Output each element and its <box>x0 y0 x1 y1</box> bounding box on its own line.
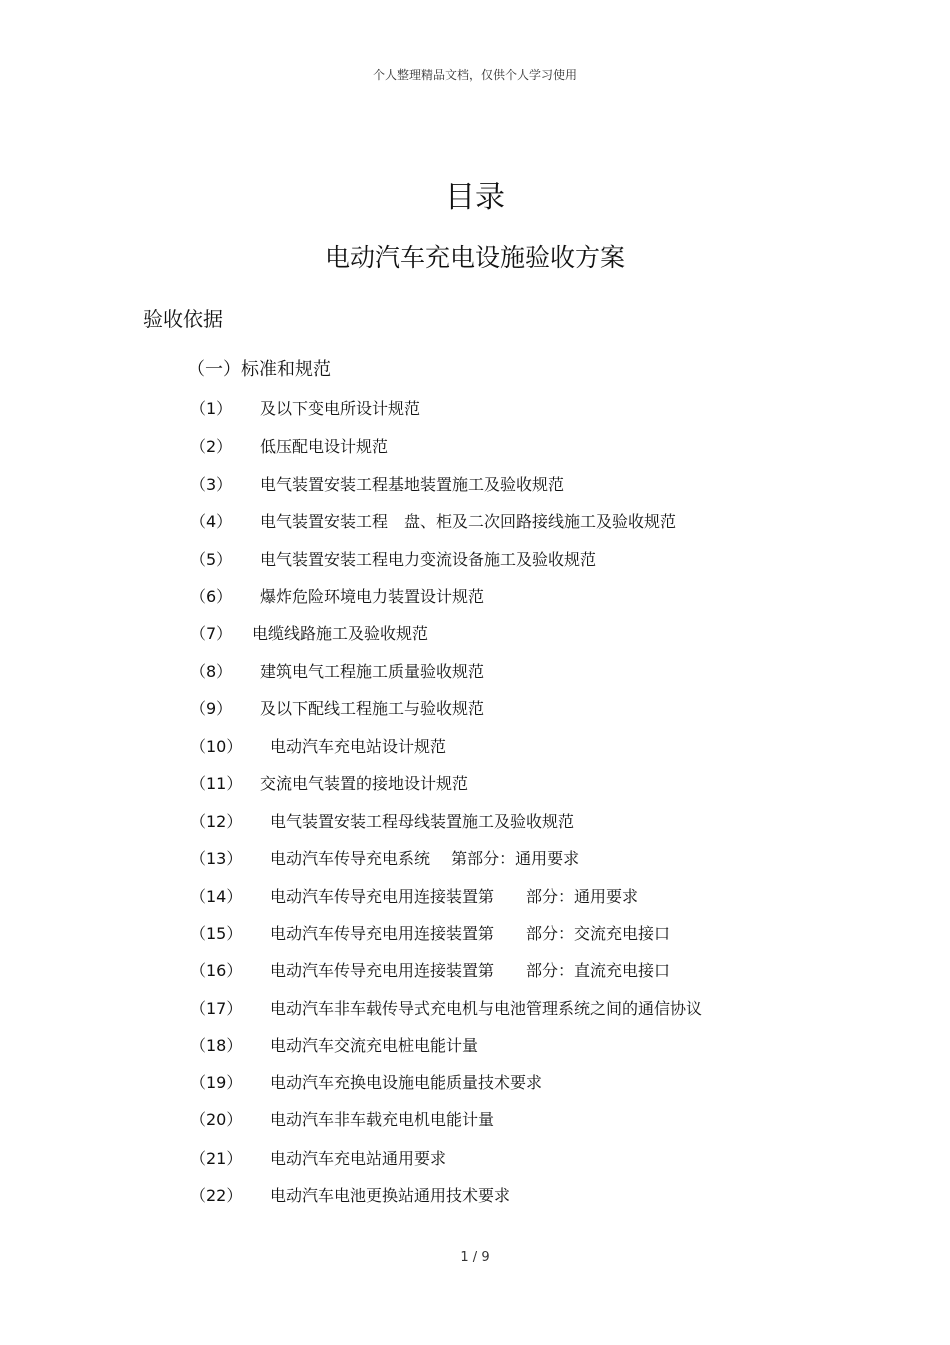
list-item-text: 电气装置安装工程母线装置施工及验收规范 <box>270 812 575 831</box>
list-item-number: （9） <box>190 699 233 718</box>
list-item-text: 低压配电设计规范 <box>260 437 389 456</box>
list-item-text: 电动汽车传导充电用连接装置第 部分：交流充电接口 <box>270 924 671 943</box>
document-subtitle: 电动汽车充电设施验收方案 <box>324 243 625 272</box>
list-item-number: （17） <box>190 999 243 1018</box>
list-item-number: （7） <box>190 624 233 643</box>
list-item <box>190 811 575 833</box>
list-item-number: （10） <box>190 737 243 756</box>
section-heading: 验收依据 <box>143 307 223 331</box>
list-item-number: （12） <box>190 812 243 831</box>
list-item-number: （8） <box>190 662 233 681</box>
list-item-number: （21） <box>190 1149 243 1168</box>
watermark-text: 个人整理精品文档，仅供个人学习使用 <box>372 68 577 82</box>
list-item <box>190 398 421 420</box>
list-item-text: 电气装置安装工程基地装置施工及验收规范 <box>260 475 565 494</box>
list-item-text: 爆炸危险环境电力装置设计规范 <box>260 587 485 606</box>
list-item-number: （5） <box>190 550 233 569</box>
list-item-number: （4） <box>190 512 233 531</box>
list-item-number: （6） <box>190 587 233 606</box>
list-item <box>190 1035 479 1057</box>
list-item-number: （14） <box>190 887 243 906</box>
list-item <box>190 848 580 870</box>
list-item <box>190 511 677 533</box>
list-item-text: 电气装置安装工程 盘、柜及二次回路接线施工及验收规范 <box>260 512 677 531</box>
list-item-number: （15） <box>190 924 243 943</box>
list-item-text: 及以下配线工程施工与验收规范 <box>260 699 485 718</box>
list-item <box>190 736 447 758</box>
list-item <box>190 661 485 683</box>
list-item-text: 电动汽车充电站通用要求 <box>270 1149 447 1168</box>
list-item <box>190 549 597 571</box>
list-item-number: （18） <box>190 1036 243 1055</box>
list-item-number: （19） <box>190 1073 243 1092</box>
list-item <box>190 474 565 496</box>
list-item <box>190 773 469 795</box>
list-item-number: （2） <box>190 437 233 456</box>
page-number: 1 / 9 <box>460 1250 490 1265</box>
list-item-number: （16） <box>190 961 243 980</box>
list-item-text: 及以下变电所设计规范 <box>260 399 421 418</box>
list-item-text: 电动汽车充换电设施电能质量技术要求 <box>270 1073 543 1092</box>
list-item-text: 电气装置安装工程电力变流设备施工及验收规范 <box>260 550 597 569</box>
list-item-number: （13） <box>190 849 243 868</box>
subsection-heading: （一）标准和规范 <box>187 359 331 380</box>
list-item-text: 电动汽车电池更换站通用技术要求 <box>270 1186 511 1205</box>
list-item-text: 电动汽车非车载传导式充电机与电池管理系统之间的通信协议 <box>270 999 703 1018</box>
list-item <box>190 1109 495 1131</box>
list-item-text: 电缆线路施工及验收规范 <box>252 624 429 643</box>
list-item-number: （22） <box>190 1186 243 1205</box>
list-item-text: 电动汽车传导充电用连接装置第 部分：直流充电接口 <box>270 961 671 980</box>
list-item <box>190 436 389 458</box>
list-item-number: （1） <box>190 399 233 418</box>
list-item-text: 电动汽车传导充电用连接装置第 部分：通用要求 <box>270 887 639 906</box>
list-item <box>190 586 485 608</box>
list-item <box>190 1148 447 1170</box>
list-item <box>190 960 671 982</box>
list-item-number: （20） <box>190 1110 243 1129</box>
list-item-text: 电动汽车交流充电桩电能计量 <box>270 1036 479 1055</box>
list-item-number: （3） <box>190 475 233 494</box>
list-item <box>190 623 429 645</box>
list-item <box>190 1072 543 1094</box>
list-item-text: 交流电气装置的接地设计规范 <box>260 774 469 793</box>
list-item <box>190 698 485 720</box>
list-item-text: 电动汽车非车载充电机电能计量 <box>270 1110 495 1129</box>
list-item-text: 电动汽车传导充电系统 第部分：通用要求 <box>270 849 580 868</box>
list-item <box>190 1185 511 1207</box>
list-item <box>190 886 639 908</box>
list-item-text: 电动汽车充电站设计规范 <box>270 737 447 756</box>
list-item <box>190 923 671 945</box>
list-item-text: 建筑电气工程施工质量验收规范 <box>260 662 485 681</box>
list-item-number: （11） <box>190 774 243 793</box>
page-title: 目录 <box>445 180 505 215</box>
list-item <box>190 998 703 1020</box>
